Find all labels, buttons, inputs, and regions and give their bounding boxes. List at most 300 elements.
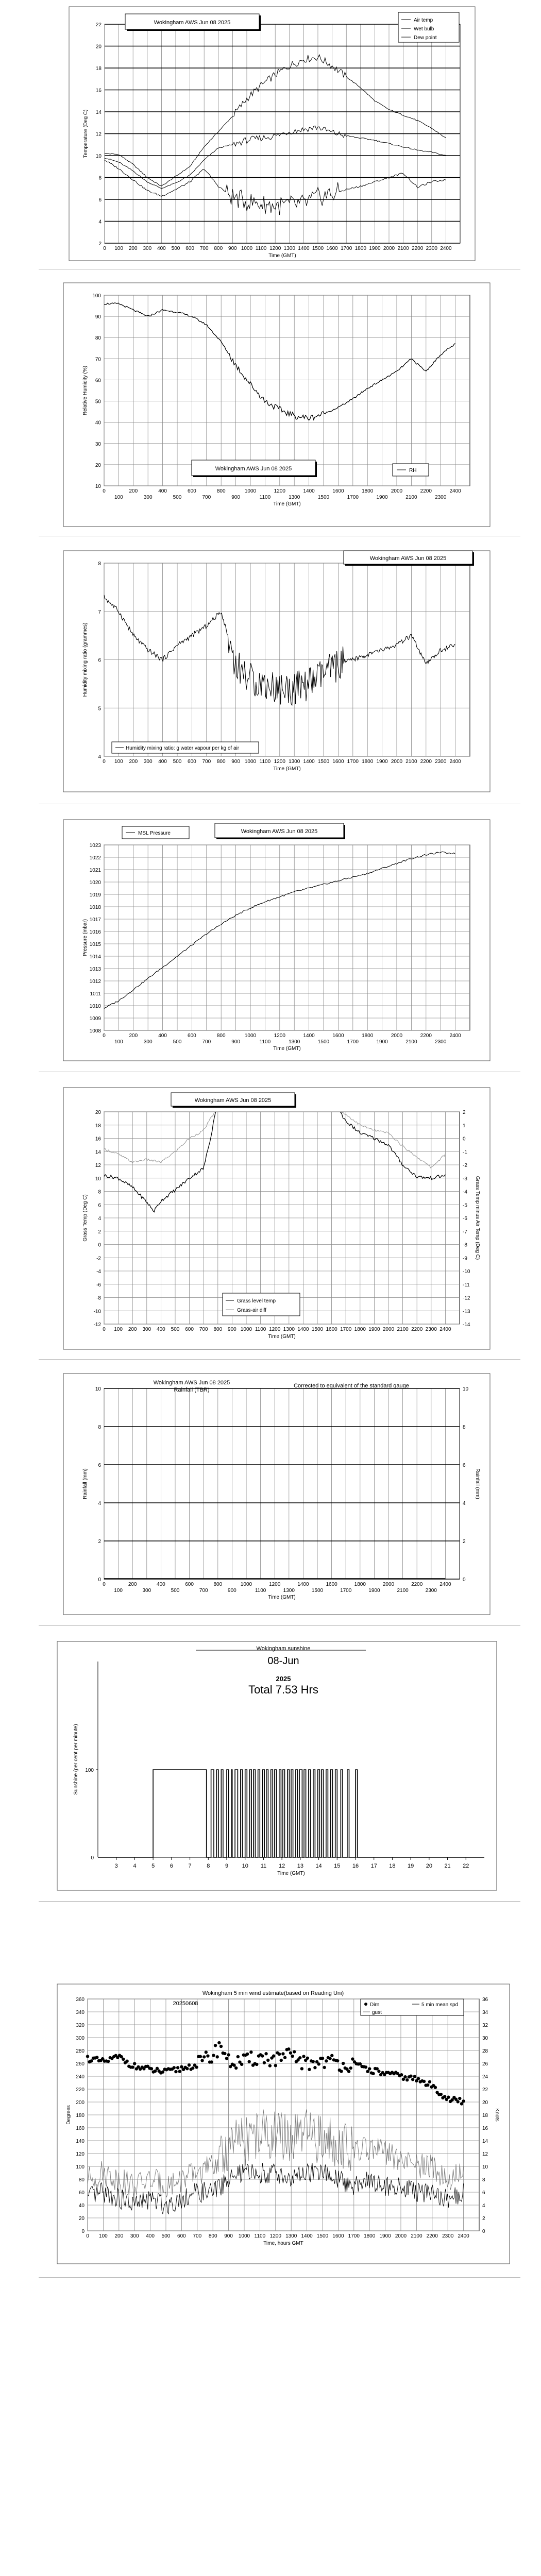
direction-marker [133, 2062, 136, 2065]
direction-marker [212, 2054, 215, 2057]
y-tick-label: 12 [95, 131, 102, 138]
y-axis-label: Degrees [66, 2105, 72, 2125]
x-tick-label: 600 [185, 1327, 194, 1332]
direction-marker [176, 2066, 179, 2069]
x-tick-label: 1900 [376, 759, 388, 765]
x-tick-label: 1100 [259, 495, 271, 500]
x-axis-label: Time (GMT) [268, 1334, 296, 1340]
direction-marker [312, 2060, 315, 2063]
y2-tick-label: 28 [482, 2048, 488, 2054]
y2-tick-label: -1 [463, 1149, 467, 1156]
y-tick-label: 0 [81, 2229, 84, 2234]
x-tick-label: 2200 [426, 2233, 438, 2239]
x-tick-label: 1500 [317, 1039, 330, 1045]
mixing-ratio-chart [63, 550, 491, 792]
direction-marker [460, 2102, 463, 2105]
direction-marker [95, 2056, 98, 2059]
y-tick-label: 6 [98, 657, 101, 664]
x-tick-label: 18 [389, 1863, 396, 1869]
legend-label: Grass-air diff [237, 1308, 267, 1313]
y-tick-label: 10 [95, 1386, 101, 1392]
y-tick-label: 30 [95, 441, 101, 447]
direction-marker [347, 2070, 350, 2073]
x-tick-label: 2300 [425, 1588, 437, 1594]
chart-title: Wokingham AWS Jun 08 2025 [194, 1097, 272, 1104]
direction-marker [255, 2063, 258, 2066]
y2-tick-label: 8 [482, 2177, 485, 2183]
x-tick-label: 9 [225, 1863, 229, 1869]
chart-subtitle: 20250608 [173, 2001, 198, 2007]
x-tick-label: 2300 [435, 1039, 447, 1045]
x-tick-label: 1500 [317, 759, 330, 765]
direction-marker [434, 2086, 437, 2089]
y2-tick-label: 18 [482, 2113, 488, 2119]
direction-marker [426, 2083, 429, 2087]
y-tick-label: 20 [95, 44, 102, 50]
x-tick-label: 2400 [449, 759, 461, 765]
x-axis-label: Time (GMT) [277, 1871, 305, 1876]
y-tick-label: 6 [98, 1202, 101, 1209]
x-tick-label: 1800 [362, 488, 374, 494]
x-tick-label: 100 [114, 759, 123, 765]
x-tick-label: 0 [86, 2233, 89, 2239]
direction-marker [232, 2063, 235, 2066]
x-tick-label: 500 [173, 495, 182, 500]
x-tick-label: 2000 [391, 1033, 403, 1039]
x-tick-label: 2200 [420, 488, 432, 494]
direction-marker [216, 2055, 219, 2058]
y-tick-label: 240 [76, 2074, 84, 2080]
x-tick-label: 1300 [283, 1588, 295, 1594]
direction-marker [283, 2056, 286, 2059]
direction-marker [205, 2050, 208, 2054]
direction-marker [246, 2053, 249, 2056]
x-tick-label: 1800 [354, 1327, 366, 1332]
y2-axis-label: Grass Temp minus Air Temp (Deg C) [475, 1176, 480, 1260]
legend-label: Air temp [414, 18, 433, 23]
y-tick-label: 180 [76, 2113, 84, 2119]
direction-marker [280, 2059, 283, 2062]
y2-tick-label: 0 [463, 1136, 466, 1142]
y2-tick-label: 16 [482, 2126, 488, 2131]
x-tick-label: 1200 [269, 1327, 281, 1332]
y2-tick-label: -13 [463, 1309, 470, 1315]
temperature-chart [69, 6, 476, 261]
legend-label: RH [409, 468, 417, 473]
x-tick-label: 2000 [391, 759, 403, 765]
x-tick-label: 1600 [332, 2233, 344, 2239]
x-tick-label: 2100 [397, 1327, 409, 1332]
direction-marker [417, 2077, 420, 2080]
x-tick-label: 1300 [285, 2233, 297, 2239]
direction-marker [249, 2050, 252, 2054]
direction-marker [206, 2054, 209, 2057]
x-tick-label: 1700 [347, 759, 359, 765]
y-tick-label: 260 [76, 2061, 84, 2067]
direction-marker [174, 2070, 177, 2073]
direction-marker [195, 2065, 198, 2069]
y-tick-label: 16 [95, 88, 102, 94]
y2-tick-label: 30 [482, 2036, 488, 2041]
year-label: 2025 [276, 1675, 291, 1683]
chart-subtitle: 08-Jun [267, 1655, 299, 1667]
x-tick-label: 0 [103, 1327, 106, 1332]
y-tick-label: 100 [85, 1768, 94, 1773]
x-tick-label: 1800 [362, 1033, 374, 1039]
x-tick-label: 700 [202, 495, 211, 500]
x-tick-label: 2000 [382, 1582, 395, 1587]
direction-marker [328, 2057, 331, 2060]
y2-tick-label: 2 [482, 2216, 485, 2222]
y-tick-label: 10 [95, 484, 101, 489]
y2-tick-label: -7 [463, 1229, 467, 1235]
x-tick-label: 2100 [397, 246, 409, 251]
x-tick-label: 10 [242, 1863, 248, 1869]
x-tick-label: 200 [114, 2233, 124, 2239]
legend-label: 5 min mean spd [421, 2002, 459, 2008]
y-tick-label: 6 [98, 197, 102, 203]
x-tick-label: 1800 [362, 759, 374, 765]
x-tick-label: 1100 [255, 246, 267, 251]
y-tick-label: -4 [96, 1269, 101, 1275]
y2-tick-label: 22 [482, 2087, 488, 2093]
x-tick-label: 2000 [382, 1327, 395, 1332]
x-tick-label: 2300 [426, 246, 437, 251]
direction-marker [227, 2053, 230, 2056]
y-tick-label: 1011 [90, 991, 101, 997]
direction-marker [349, 2066, 352, 2070]
y2-tick-label: 2 [463, 1539, 466, 1545]
chart-title: Wokingham AWS Jun 08 2025 [241, 828, 318, 835]
direction-marker [125, 2059, 128, 2062]
direction-marker [330, 2054, 333, 2057]
direction-marker [422, 2080, 426, 2083]
x-tick-label: 2200 [412, 246, 424, 251]
y2-tick-label: 24 [482, 2074, 488, 2080]
direction-marker [443, 2095, 446, 2098]
direction-marker [199, 2055, 202, 2058]
x-tick-label: 0 [103, 1033, 106, 1039]
x-tick-label: 2300 [435, 759, 447, 765]
y-tick-label: 20 [78, 2216, 84, 2222]
x-tick-label: 22 [463, 1863, 469, 1869]
direction-marker [268, 2064, 272, 2067]
y-tick-label: 340 [76, 2010, 84, 2015]
x-tick-label: 700 [202, 1039, 211, 1045]
direction-marker [351, 2057, 354, 2060]
y-tick-label: 40 [78, 2203, 84, 2209]
y-tick-label: 70 [95, 357, 101, 363]
direction-marker [458, 2097, 461, 2100]
x-tick-label: 2300 [425, 1327, 437, 1332]
x-tick-label: 2300 [442, 2233, 454, 2239]
x-tick-label: 100 [114, 1039, 123, 1045]
direction-marker [321, 2057, 324, 2060]
section-divider [39, 2277, 520, 2278]
x-tick-label: 1900 [376, 1039, 388, 1045]
x-tick-label: 1500 [317, 495, 330, 500]
direction-marker [185, 2067, 189, 2070]
x-tick-label: 800 [214, 246, 223, 251]
x-tick-label: 200 [128, 1582, 137, 1587]
direction-marker [409, 2074, 412, 2077]
legend-label: MSL Pressure [138, 831, 171, 836]
x-tick-label: 200 [129, 1033, 138, 1039]
y2-tick-label: 10 [482, 2164, 488, 2170]
x-tick-label: 1700 [348, 2233, 360, 2239]
chart-title: Wokingham sunshine [256, 1646, 311, 1652]
x-axis-label: Time, hours GMT [263, 2241, 303, 2246]
direction-marker [281, 2052, 284, 2055]
direction-marker [428, 2080, 431, 2083]
y-tick-label: 280 [76, 2048, 84, 2054]
y2-tick-label: -4 [463, 1189, 467, 1195]
x-tick-label: 7 [188, 1863, 192, 1869]
direction-marker [308, 2068, 311, 2071]
x-tick-label: 2000 [395, 2233, 407, 2239]
x-tick-label: 800 [213, 1327, 223, 1332]
y-tick-label: 1021 [89, 868, 101, 873]
legend-label: Dew point [414, 35, 437, 41]
direction-marker [302, 2055, 305, 2058]
y-tick-label: 1014 [89, 954, 101, 960]
x-tick-label: 1700 [347, 1039, 359, 1045]
x-tick-label: 300 [143, 495, 153, 500]
direction-marker [210, 2060, 213, 2063]
direction-marker [336, 2059, 339, 2062]
y2-tick-label: 10 [463, 1386, 469, 1392]
x-tick-label: 600 [188, 488, 196, 494]
x-tick-label: 2200 [420, 759, 432, 765]
direction-marker [263, 2061, 266, 2064]
x-tick-label: 800 [216, 488, 226, 494]
x-tick-label: 3 [114, 1863, 118, 1869]
x-tick-label: 600 [185, 246, 194, 251]
x-tick-label: 1100 [259, 759, 271, 765]
direction-marker [225, 2057, 228, 2060]
x-tick-label: 1400 [297, 1327, 309, 1332]
x-tick-label: 900 [231, 495, 240, 500]
x-tick-label: 1500 [312, 246, 324, 251]
direction-marker [377, 2070, 380, 2073]
x-tick-label: 1900 [379, 2233, 391, 2239]
y-tick-label: 100 [76, 2164, 84, 2170]
x-tick-label: 19 [408, 1863, 414, 1869]
direction-marker [368, 2067, 371, 2070]
direction-marker [291, 2055, 294, 2058]
y-tick-label: 12 [95, 1163, 101, 1168]
y2-tick-label: 20 [482, 2100, 488, 2106]
y2-tick-label: 2 [463, 1110, 466, 1115]
x-tick-label: 1600 [332, 759, 344, 765]
y-tick-label: 1015 [89, 942, 101, 947]
x-tick-label: 500 [171, 246, 180, 251]
x-tick-label: 1200 [269, 1582, 281, 1587]
x-tick-label: 2000 [383, 246, 395, 251]
y-tick-label: 1019 [89, 892, 101, 898]
plot-area [104, 295, 470, 486]
x-tick-label: 1900 [369, 246, 381, 251]
direction-marker [411, 2078, 414, 2081]
x-tick-label: 1000 [244, 488, 257, 494]
x-tick-label: 1700 [347, 495, 359, 500]
x-tick-label: 1100 [259, 1039, 271, 1045]
x-tick-label: 2100 [397, 1588, 409, 1594]
x-tick-label: 100 [114, 246, 123, 251]
x-tick-label: 400 [157, 1582, 165, 1587]
y-tick-label: 1009 [89, 1016, 101, 1022]
y-tick-label: 80 [78, 2177, 84, 2183]
section-divider [39, 1359, 520, 1360]
direction-marker [173, 2066, 176, 2069]
section-divider [39, 1625, 520, 1626]
y-tick-label: 1016 [89, 929, 101, 935]
y-tick-label: 2 [98, 241, 102, 247]
x-tick-label: 500 [171, 1588, 180, 1594]
y-tick-label: 320 [76, 2023, 84, 2028]
x-tick-label: 1100 [255, 1588, 266, 1594]
y2-tick-label: 26 [482, 2061, 488, 2067]
y2-tick-label: 12 [482, 2151, 488, 2157]
y-tick-label: 1018 [89, 905, 101, 910]
y-tick-label: 1020 [89, 880, 101, 886]
chart-title: Wokingham AWS Jun 08 2025 [154, 20, 231, 26]
direction-marker [248, 2060, 251, 2063]
x-tick-label: 1000 [244, 1033, 257, 1039]
x-tick-label: 900 [231, 1039, 240, 1045]
y2-tick-label: 4 [482, 2203, 485, 2209]
y-tick-label: 220 [76, 2087, 84, 2093]
x-tick-label: 900 [231, 759, 240, 765]
x-tick-label: 2200 [420, 1033, 432, 1039]
x-tick-label: 1200 [274, 1033, 285, 1039]
y-tick-label: 20 [95, 462, 101, 468]
y-tick-label: 0 [98, 1242, 101, 1248]
direction-marker [214, 2044, 217, 2047]
temperature-chart-panel [69, 6, 476, 261]
y2-tick-label: 36 [482, 1997, 488, 2003]
x-tick-label: 2400 [458, 2233, 469, 2239]
x-tick-label: 4 [133, 1863, 137, 1869]
x-tick-label: 1000 [238, 2233, 250, 2239]
x-tick-label: 300 [130, 2233, 139, 2239]
x-tick-label: 700 [193, 2233, 202, 2239]
y-tick-label: 40 [95, 420, 101, 426]
y2-tick-label: -6 [463, 1216, 467, 1222]
x-tick-label: 8 [207, 1863, 210, 1869]
y2-tick-label: 0 [463, 1577, 466, 1583]
direction-marker [462, 2099, 465, 2103]
y-tick-label: 10 [95, 154, 102, 159]
x-tick-label: 600 [188, 759, 196, 765]
x-tick-label: 16 [352, 1863, 359, 1869]
mixing-ratio-chart-panel [63, 550, 491, 792]
y-tick-label: 10 [95, 1176, 101, 1182]
x-tick-label: 1000 [241, 246, 253, 251]
y2-tick-label: -12 [463, 1295, 470, 1301]
x-tick-label: 1600 [332, 1033, 344, 1039]
x-tick-label: 2300 [435, 495, 447, 500]
x-axis-label: Time (GMT) [273, 501, 301, 507]
y2-tick-label: -3 [463, 1176, 467, 1182]
x-tick-label: 1900 [368, 1327, 380, 1332]
y-tick-label: -6 [96, 1282, 101, 1288]
x-tick-label: 1500 [311, 1327, 324, 1332]
y-tick-label: 20 [95, 1110, 101, 1115]
direction-marker [340, 2070, 343, 2073]
rainfall-chart-panel [63, 1373, 491, 1615]
pressure-chart [63, 819, 491, 1061]
x-tick-label: 600 [185, 1582, 194, 1587]
y-tick-label: 2 [98, 1229, 101, 1235]
y2-tick-label: 6 [482, 2190, 485, 2196]
y-axis-label: Relative Humidity (%) [82, 365, 88, 416]
x-tick-label: 1500 [311, 1588, 324, 1594]
y-tick-label: 18 [95, 1123, 101, 1129]
x-tick-label: 2100 [405, 1039, 417, 1045]
x-tick-label: 200 [128, 1327, 137, 1332]
x-tick-label: 1400 [301, 2233, 313, 2239]
x-tick-label: 500 [171, 1327, 180, 1332]
y-tick-label: 18 [95, 66, 102, 72]
x-tick-label: 500 [173, 759, 182, 765]
x-tick-label: 700 [199, 246, 209, 251]
x-tick-label: 1400 [303, 1033, 315, 1039]
y-tick-label: 90 [95, 314, 101, 320]
section-divider [39, 1901, 520, 1902]
x-tick-label: 1000 [240, 1582, 252, 1587]
x-tick-label: 2400 [439, 1582, 451, 1587]
direction-marker [364, 2065, 367, 2069]
y-tick-label: 14 [95, 1149, 101, 1156]
x-tick-label: 2400 [449, 488, 461, 494]
y2-axis-label: Rainfall (mm) [475, 1468, 480, 1499]
y2-tick-label: 4 [463, 1501, 466, 1506]
direction-marker [217, 2041, 221, 2044]
y-axis-label: Temperature (Deg C) [83, 109, 89, 158]
sunshine-chart [57, 1641, 497, 1891]
x-tick-label: 800 [213, 1582, 223, 1587]
y-tick-label: 1010 [89, 1004, 101, 1009]
direction-marker [202, 2055, 206, 2058]
humidity-chart [63, 282, 491, 527]
y-tick-label: 8 [98, 175, 102, 181]
x-tick-label: 2400 [449, 1033, 461, 1039]
x-tick-label: 1600 [326, 1582, 337, 1587]
direction-marker [219, 2045, 223, 2048]
direction-marker [413, 2075, 416, 2078]
direction-marker [317, 2062, 320, 2065]
x-tick-label: 1300 [289, 1039, 300, 1045]
x-tick-label: 1200 [269, 246, 281, 251]
y-tick-label: -8 [96, 1295, 101, 1301]
direction-marker [178, 2070, 181, 2073]
x-tick-label: 2100 [405, 495, 417, 500]
direction-marker [223, 2052, 226, 2055]
direction-marker [122, 2058, 125, 2061]
x-tick-label: 1600 [326, 246, 338, 251]
y-tick-label: 16 [95, 1136, 101, 1142]
grass-temp-chart-panel [63, 1087, 491, 1350]
x-axis-label: Time (GMT) [268, 253, 296, 259]
y-tick-label: 8 [98, 1189, 101, 1195]
direction-marker [188, 2063, 191, 2066]
wind-chart-panel [57, 1984, 510, 2264]
y-tick-label: 360 [76, 1997, 84, 2003]
x-tick-label: 0 [103, 246, 106, 251]
direction-marker [191, 2066, 194, 2070]
plot-area [104, 845, 470, 1030]
